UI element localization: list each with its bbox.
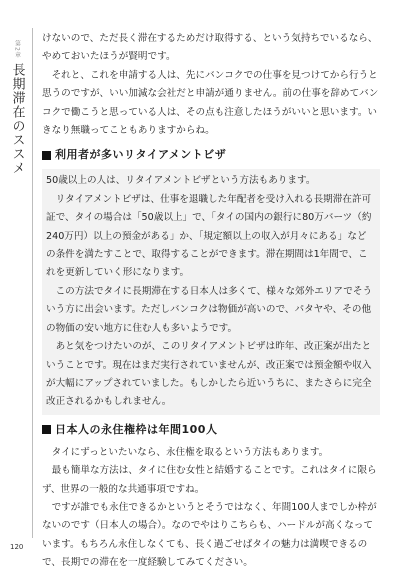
heading-bullet-icon [42, 425, 51, 434]
page-body [42, 30, 380, 573]
chapter-tab [6, 40, 28, 175]
chapter-number: 第2章 [13, 40, 21, 59]
section-heading-text: 日本人の永住権枠は年間100人 [55, 422, 218, 436]
section-heading-retirement-visa [42, 146, 380, 164]
sidebar-divider [32, 28, 33, 538]
page-number: 120 [10, 543, 24, 551]
retirement-visa-box [42, 169, 380, 414]
heading-bullet-icon [42, 151, 51, 160]
retirement-visa-text: 50歳以上の人は、リタイアメントビザという方法もあります。 リタイアメントビザは、仕事を退職した年配者を受け入れる長期滞在許可証で、タイの場合は「50歳以上」で、「タイの国内の銀行に80万バーツ（約240万円）以上の預金がある」か、「規定額以上の収入が月々にある」などの条件を満たすことで、取得することができます。滞在期間は1年間で、これを更新していく形になります。 この方法でタイに長期滞在する日本人は多くて、様々な郊外エリアでそういう方に出会います。ただしバンコクは物価が高いので、パタヤや、その他の物価の安い地方に住む人も多いようです。 あと気をつけたいのが、このリタイアメントビザは昨年、改正案が出たということです。現在はまだ実行されていませんが、改正案では預金額や収入が大幅にアップされていました。もしかしたら近いうちに、またさらに完全改正されるかもしれません。 [46, 175, 373, 408]
chapter-title: 長期滞在のススメ [9, 62, 25, 175]
intro-paragraph: けないので、ただ長く滞在するためだけ取得する、という気持ちでいるなら、やめておいたほうが賢明です。 それと、これを申請する人は、先にバンコクでの仕事を見つけてから行うと思うのですが、いい加減な会社だと申請が通りません。前の仕事を辞めてバンコクで働こうと思っている人は、その点も注意したほうがいいと思います。いきなり無職ってこともありますからね。 [42, 33, 379, 137]
section-heading-permanent-residency [42, 421, 380, 439]
section-heading-text: 利用者が多いリタイアメントビザ [55, 148, 227, 162]
permanent-residency-text: タイにずっといたいなら、永住権を取るという方法もあります。 最も簡単な方法は、タイに住む女性と結婚することです。これはタイに限らず、世界の一般的な共通事項ですね。 ですが誰でも永住できるかというとそうではなく、年間100人までしか枠がないのです（日本人の場合）。なのでやはりこちらも、ハードルが高くなっています。もちろん永住しなくても、長く過ごせばタイの魅力は満喫できるので、長期での滞在を一度経験してみてください。 [42, 446, 377, 569]
